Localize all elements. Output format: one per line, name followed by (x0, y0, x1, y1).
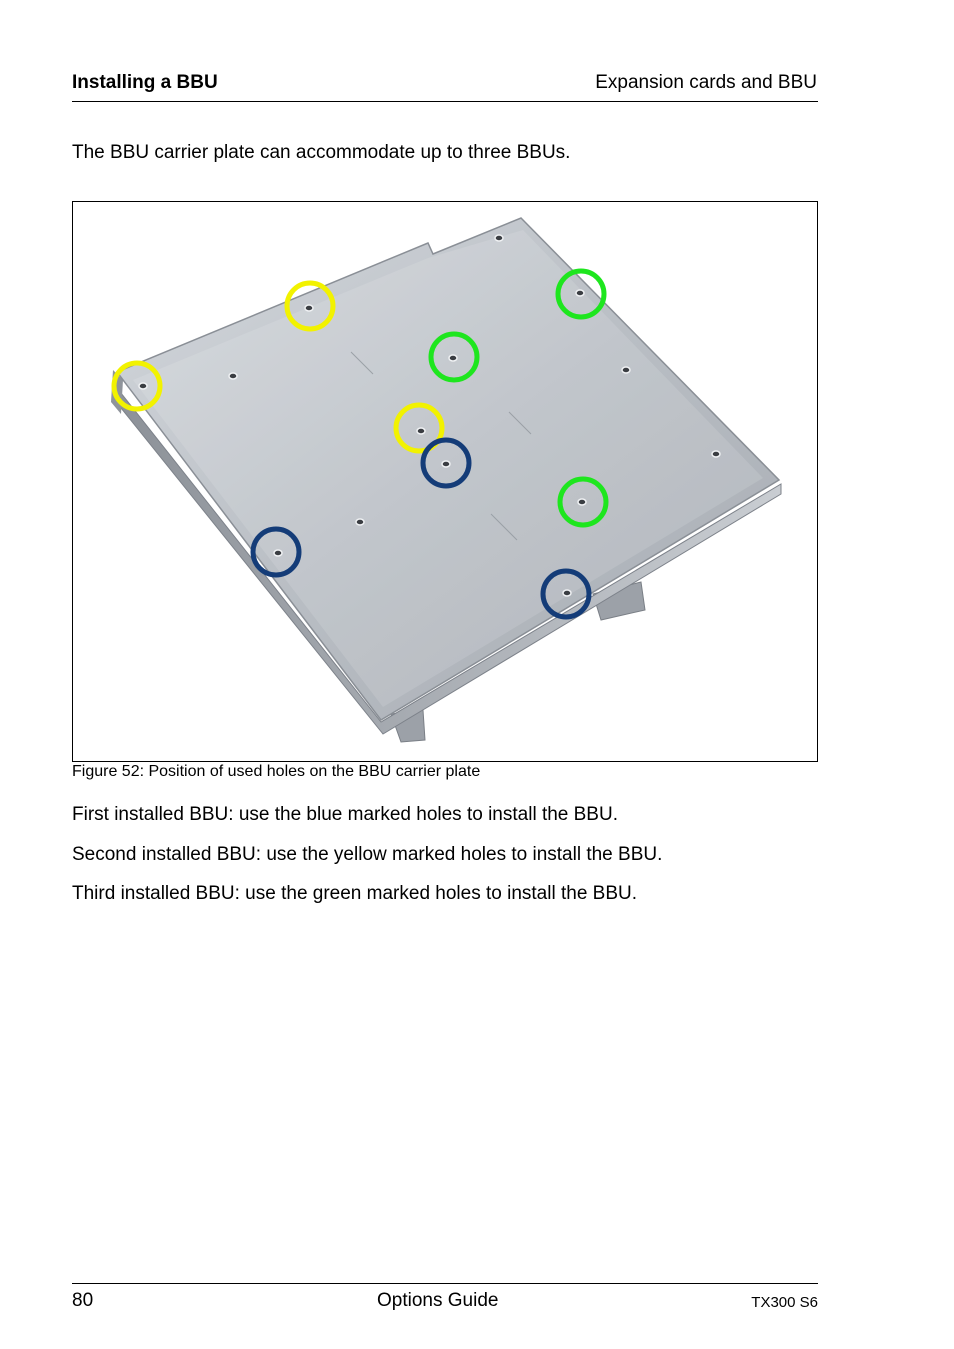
footer-model: TX300 S6 (751, 1294, 818, 1311)
instruction-blue: First installed BBU: use the blue marked holes to install the BBU. (72, 804, 618, 825)
instruction-yellow: Second installed BBU: use the yellow marked holes to install the BBU. (72, 844, 663, 865)
header-section-title: Installing a BBU (72, 72, 218, 93)
intro-paragraph: The BBU carrier plate can accommodate up to three BBUs. (72, 142, 571, 163)
footer-rule (72, 1283, 818, 1284)
page-number: 80 (72, 1290, 94, 1311)
bbu-carrier-plate-illustration (73, 202, 817, 761)
figure-frame (72, 201, 818, 762)
instruction-green: Third installed BBU: use the green marked holes to install the BBU. (72, 883, 638, 904)
header-chapter-title: Expansion cards and BBU (595, 72, 817, 93)
figure-caption: Figure 52: Position of used holes on the BBU carrier plate (72, 763, 481, 780)
header-rule (72, 101, 818, 102)
footer-title: Options Guide (377, 1290, 499, 1311)
